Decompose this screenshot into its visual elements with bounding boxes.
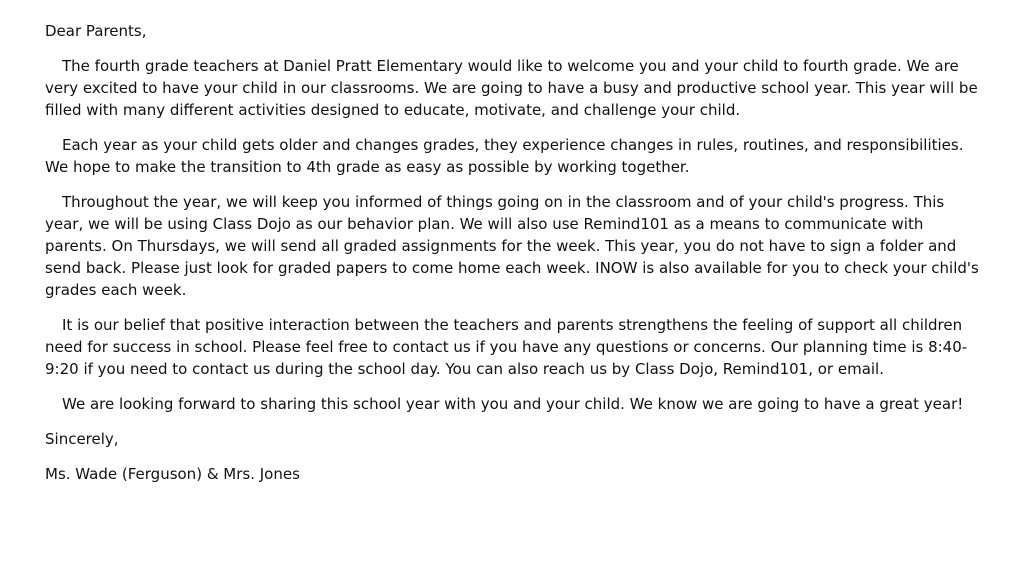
paragraph-closing-remarks: We are looking forward to sharing this school year with you and your child. We know we are going to have a great year!: [62, 395, 964, 413]
letter: [45, 20, 985, 485]
paragraph-communication: Throughout the year, we will keep you informed of things going on in the classroom and of your child's progress. This year, we will be using Class Dojo as our behavior plan. We will also use Remind101 as a means to communicate with parents. On Thursdays, we will send all graded assignments for the week. This year, you do not have to sign a folder and send back. Please just look for graded papers to come home each week. INOW is also available for you to check your child's grades each week.: [45, 193, 979, 299]
paragraph-welcome: The fourth grade teachers at Daniel Pratt Elementary would like to welcome you and your child to fourth grade. We are very excited to have your child in our classrooms. We are going to have a busy and productive school year. This year will be filled with many different activities designed to educate, motivate, and challenge your child.: [45, 57, 978, 119]
signature: Ms. Wade (Ferguson) & Mrs. Jones: [45, 465, 300, 483]
salutation: Dear Parents,: [45, 22, 147, 40]
closing: Sincerely,: [45, 430, 119, 448]
paragraph-transition: Each year as your child gets older and changes grades, they experience changes in rules, routines, and responsibilities. We hope to make the transition to 4th grade as easy as possible by working together.: [45, 136, 964, 176]
paragraph-contact: It is our belief that positive interaction between the teachers and parents strengthens the feeling of support all children need for success in school. Please feel free to contact us if you have any questions or concerns. Our planning time is 8:40-9:20 if you need to contact us during the school day. You can also reach us by Class Dojo, Remind101, or email.: [45, 316, 968, 378]
